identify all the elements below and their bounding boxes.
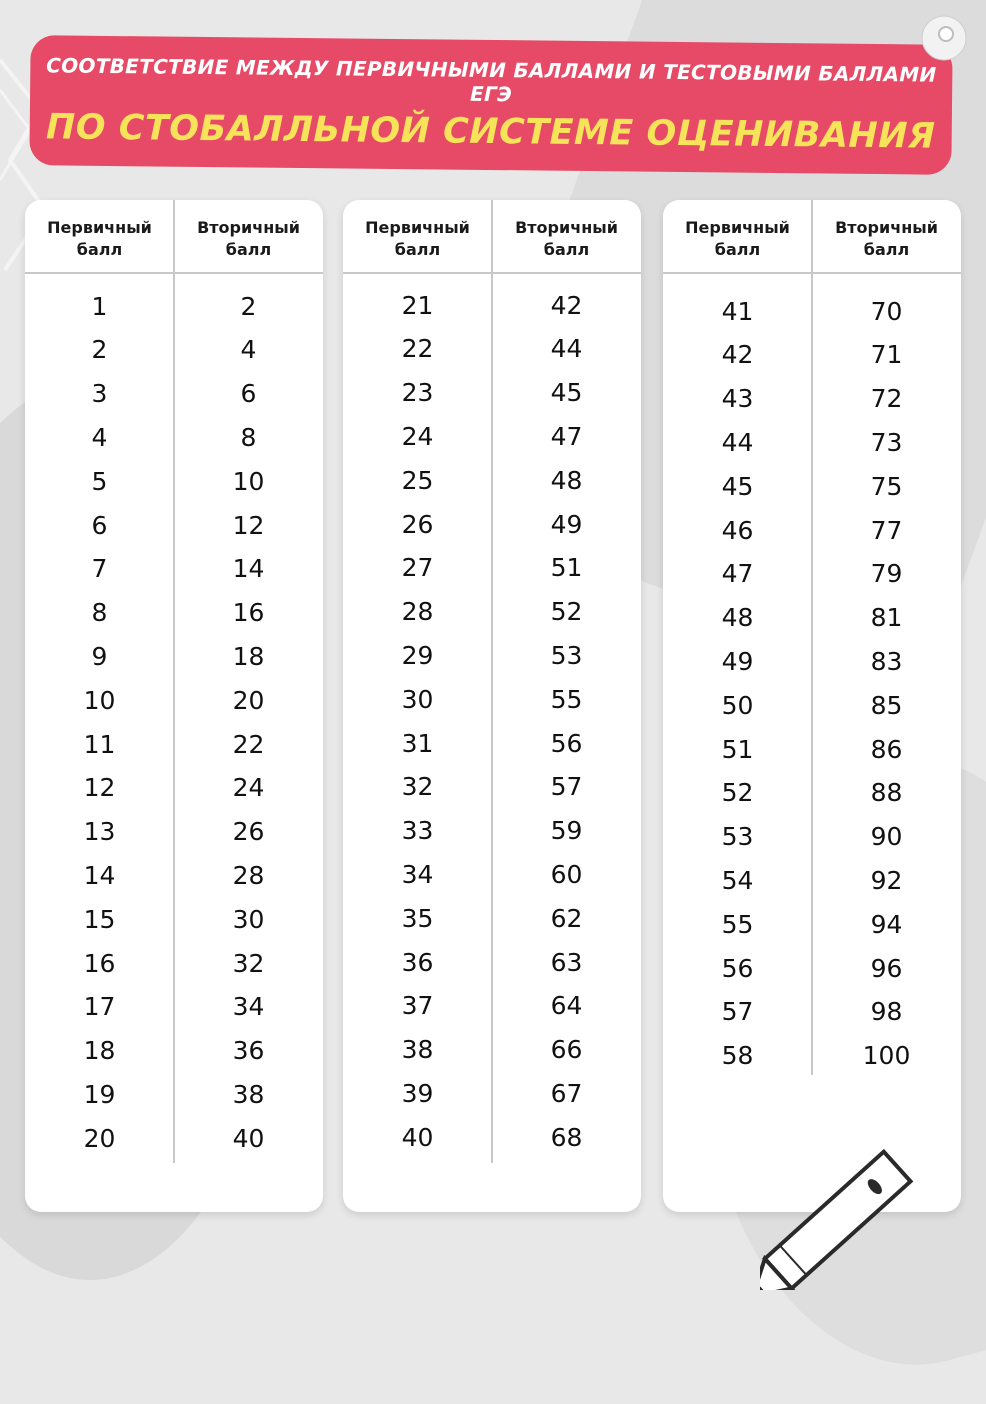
- primary-score-cell: 57: [721, 997, 754, 1027]
- primary-score-cell: 28: [401, 597, 434, 627]
- primary-score-cell: 18: [83, 1036, 116, 1066]
- table-row: [25, 328, 323, 372]
- table-row: [25, 766, 323, 810]
- primary-score-header: Первичный балл: [685, 218, 790, 259]
- primary-score-cell: 3: [91, 379, 108, 409]
- table-row: [343, 1028, 641, 1072]
- table-row: [25, 941, 323, 985]
- table-row: [25, 634, 323, 678]
- table-row: [25, 547, 323, 591]
- secondary-score-cell: 73: [870, 427, 903, 457]
- secondary-score-cell: 26: [232, 817, 265, 847]
- primary-score-cell: 19: [83, 1079, 116, 1109]
- table-row: [663, 771, 961, 815]
- secondary-score-cell: 18: [232, 641, 265, 671]
- table-row: [663, 946, 961, 990]
- table-row: [343, 677, 641, 721]
- primary-score-cell: 33: [401, 816, 434, 846]
- table-row: [663, 815, 961, 859]
- secondary-score-cell: 68: [550, 1122, 583, 1152]
- secondary-score-cell: 22: [232, 729, 265, 759]
- table-row: [663, 683, 961, 727]
- primary-score-cell: 47: [721, 559, 754, 589]
- table-row: [343, 283, 641, 327]
- table-row: [663, 902, 961, 946]
- secondary-score-cell: 94: [870, 909, 903, 939]
- secondary-score-cell: 81: [870, 603, 903, 633]
- table-row: [343, 327, 641, 371]
- table-row: [663, 596, 961, 640]
- primary-score-cell: 17: [83, 992, 116, 1022]
- secondary-score-cell: 10: [232, 466, 265, 496]
- primary-score-cell: 31: [401, 728, 434, 758]
- primary-score-cell: 54: [721, 865, 754, 895]
- primary-score-cell: 29: [401, 640, 434, 670]
- secondary-score-header: Вторичный балл: [835, 218, 938, 259]
- secondary-score-cell: 40: [232, 1123, 265, 1153]
- table-row: [25, 1029, 323, 1073]
- secondary-score-cell: 72: [870, 384, 903, 414]
- secondary-score-cell: 45: [550, 378, 583, 408]
- secondary-score-cell: 6: [240, 379, 257, 409]
- table-row: [343, 502, 641, 546]
- primary-score-cell: 7: [91, 554, 108, 584]
- table-row: [25, 1072, 323, 1116]
- secondary-score-cell: 100: [862, 1041, 911, 1071]
- primary-score-cell: 15: [83, 904, 116, 934]
- primary-score-cell: 1: [91, 291, 108, 321]
- primary-score-cell: 55: [721, 909, 754, 939]
- table-row: [663, 727, 961, 771]
- table-row: [25, 1116, 323, 1160]
- secondary-score-cell: 12: [232, 510, 265, 540]
- primary-score-cell: 41: [721, 296, 754, 326]
- secondary-score-cell: 20: [232, 685, 265, 715]
- primary-score-cell: 12: [83, 773, 116, 803]
- primary-score-cell: 46: [721, 515, 754, 545]
- table-row: [25, 985, 323, 1029]
- primary-score-cell: 50: [721, 690, 754, 720]
- secondary-score-cell: 57: [550, 772, 583, 802]
- primary-score-cell: 34: [401, 859, 434, 889]
- secondary-score-cell: 14: [232, 554, 265, 584]
- secondary-score-cell: 16: [232, 598, 265, 628]
- secondary-score-cell: 24: [232, 773, 265, 803]
- table-row: [25, 722, 323, 766]
- table-row: [343, 896, 641, 940]
- title-banner: [29, 35, 952, 175]
- primary-score-cell: 24: [401, 421, 434, 451]
- secondary-score-cell: 42: [550, 290, 583, 320]
- table-row: [25, 503, 323, 547]
- secondary-score-cell: 71: [870, 340, 903, 370]
- secondary-score-cell: 4: [240, 335, 257, 365]
- primary-score-cell: 23: [401, 378, 434, 408]
- primary-score-cell: 52: [721, 778, 754, 808]
- primary-score-cell: 10: [83, 685, 116, 715]
- secondary-score-cell: 44: [550, 334, 583, 364]
- secondary-score-cell: 32: [232, 948, 265, 978]
- primary-score-cell: 51: [721, 734, 754, 764]
- primary-score-cell: 53: [721, 822, 754, 852]
- table-row: [343, 1115, 641, 1159]
- table-row: [343, 940, 641, 984]
- table-row: [25, 372, 323, 416]
- primary-score-cell: 39: [401, 1078, 434, 1108]
- secondary-score-cell: 48: [550, 465, 583, 495]
- secondary-score-cell: 86: [870, 734, 903, 764]
- table-row: [663, 1034, 961, 1078]
- primary-score-cell: 4: [91, 422, 108, 452]
- table-row: [343, 984, 641, 1028]
- table-row: [343, 371, 641, 415]
- primary-score-header: Первичный балл: [47, 218, 152, 259]
- primary-score-cell: 32: [401, 772, 434, 802]
- primary-score-cell: 37: [401, 991, 434, 1021]
- secondary-score-cell: 62: [550, 903, 583, 933]
- secondary-score-cell: 28: [232, 860, 265, 890]
- primary-score-cell: 21: [401, 290, 434, 320]
- primary-score-cell: 45: [721, 471, 754, 501]
- secondary-score-cell: 34: [232, 992, 265, 1022]
- primary-score-cell: 16: [83, 948, 116, 978]
- primary-score-cell: 6: [91, 510, 108, 540]
- secondary-score-cell: 30: [232, 904, 265, 934]
- table-row: [663, 639, 961, 683]
- score-table-2: [343, 200, 641, 1212]
- secondary-score-cell: 85: [870, 690, 903, 720]
- secondary-score-header: Вторичный балл: [515, 218, 618, 259]
- table-row: [343, 546, 641, 590]
- secondary-score-cell: 79: [870, 559, 903, 589]
- secondary-score-cell: 47: [550, 421, 583, 451]
- secondary-score-cell: 66: [550, 1035, 583, 1065]
- secondary-score-cell: 55: [550, 684, 583, 714]
- table-row: [343, 809, 641, 853]
- primary-score-cell: 13: [83, 817, 116, 847]
- table-row: [663, 420, 961, 464]
- table-row: [663, 464, 961, 508]
- secondary-score-cell: 92: [870, 865, 903, 895]
- table-row: [343, 765, 641, 809]
- table-row: [343, 590, 641, 634]
- secondary-score-cell: 49: [550, 509, 583, 539]
- table-row: [663, 377, 961, 421]
- table-row: [663, 990, 961, 1034]
- secondary-score-cell: 70: [870, 296, 903, 326]
- banner-title: ПО СТОБАЛЛЬНОЙ СИСТЕМЕ ОЦЕНИВАНИЯ: [45, 107, 936, 157]
- secondary-score-cell: 63: [550, 947, 583, 977]
- primary-score-cell: 11: [83, 729, 116, 759]
- table-row: [25, 810, 323, 854]
- table-row: [343, 414, 641, 458]
- secondary-score-cell: 83: [870, 646, 903, 676]
- secondary-score-cell: 98: [870, 997, 903, 1027]
- table-row: [343, 633, 641, 677]
- table-row: [25, 678, 323, 722]
- secondary-score-cell: 88: [870, 778, 903, 808]
- secondary-score-cell: 96: [870, 953, 903, 983]
- secondary-score-cell: 52: [550, 597, 583, 627]
- primary-score-cell: 2: [91, 335, 108, 365]
- primary-score-cell: 9: [91, 641, 108, 671]
- secondary-score-cell: 77: [870, 515, 903, 545]
- table-row: [663, 333, 961, 377]
- primary-score-cell: 56: [721, 953, 754, 983]
- primary-score-cell: 38: [401, 1035, 434, 1065]
- primary-score-cell: 58: [721, 1041, 754, 1071]
- secondary-score-cell: 59: [550, 816, 583, 846]
- table-row: [663, 289, 961, 333]
- pin-icon: [920, 14, 968, 62]
- primary-score-cell: 44: [721, 427, 754, 457]
- score-table-1: [25, 200, 323, 1212]
- primary-score-cell: 22: [401, 334, 434, 364]
- table-row: [343, 458, 641, 502]
- secondary-score-cell: 64: [550, 991, 583, 1021]
- primary-score-cell: 36: [401, 947, 434, 977]
- primary-score-cell: 49: [721, 646, 754, 676]
- secondary-score-header: Вторичный балл: [197, 218, 300, 259]
- table-row: [663, 508, 961, 552]
- table-row: [343, 721, 641, 765]
- secondary-score-cell: 38: [232, 1079, 265, 1109]
- primary-score-cell: 8: [91, 598, 108, 628]
- primary-score-cell: 30: [401, 684, 434, 714]
- table-row: [343, 1071, 641, 1115]
- primary-score-cell: 42: [721, 340, 754, 370]
- secondary-score-cell: 53: [550, 640, 583, 670]
- primary-score-cell: 25: [401, 465, 434, 495]
- table-row: [25, 459, 323, 503]
- table-row: [343, 852, 641, 896]
- pencil-icon: [760, 1110, 960, 1290]
- secondary-score-cell: 60: [550, 859, 583, 889]
- score-table-3: [663, 200, 961, 1212]
- secondary-score-cell: 67: [550, 1078, 583, 1108]
- primary-score-cell: 5: [91, 466, 108, 496]
- primary-score-cell: 35: [401, 903, 434, 933]
- secondary-score-cell: 51: [550, 553, 583, 583]
- banner-subtitle: СООТВЕТСТВИЕ МЕЖДУ ПЕРВИЧНЫМИ БАЛЛАМИ И ТЕСТОВЫМИ БАЛЛАМИ ЕГЭ: [46, 53, 937, 107]
- secondary-score-cell: 56: [550, 728, 583, 758]
- primary-score-cell: 43: [721, 384, 754, 414]
- secondary-score-cell: 8: [240, 422, 257, 452]
- secondary-score-cell: 75: [870, 471, 903, 501]
- secondary-score-cell: 2: [240, 291, 257, 321]
- primary-score-cell: 20: [83, 1123, 116, 1153]
- primary-score-cell: 48: [721, 603, 754, 633]
- table-row: [25, 591, 323, 635]
- table-row: [663, 552, 961, 596]
- table-row: [25, 853, 323, 897]
- primary-score-cell: 40: [401, 1122, 434, 1152]
- secondary-score-cell: 36: [232, 1036, 265, 1066]
- table-row: [25, 284, 323, 328]
- table-row: [663, 858, 961, 902]
- secondary-score-cell: 90: [870, 822, 903, 852]
- primary-score-cell: 26: [401, 509, 434, 539]
- primary-score-cell: 14: [83, 860, 116, 890]
- table-row: [25, 897, 323, 941]
- primary-score-cell: 27: [401, 553, 434, 583]
- primary-score-header: Первичный балл: [365, 218, 470, 259]
- table-row: [25, 415, 323, 459]
